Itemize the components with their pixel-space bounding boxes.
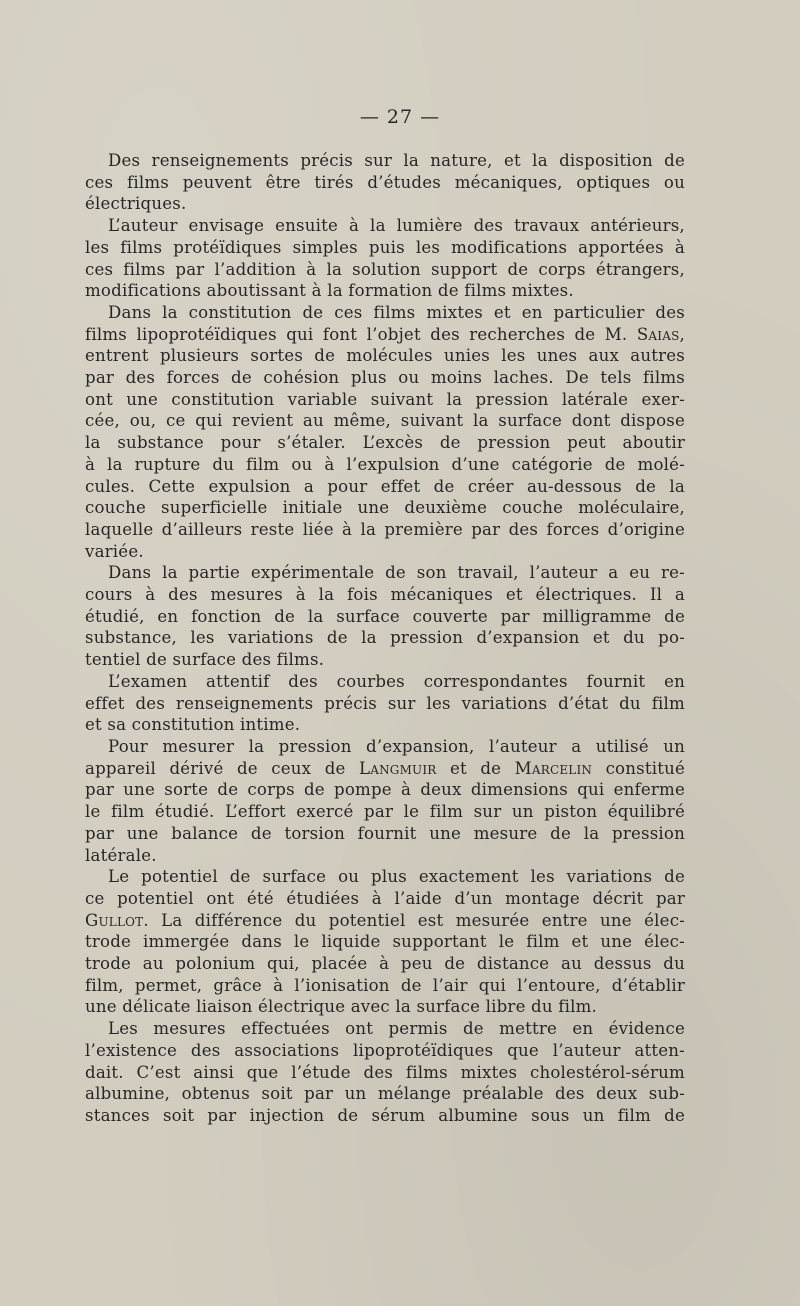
text-line: ces films peuvent être tirés d’études mécaniques, optiques ou [85,172,685,192]
text-line: film, permet, grâce à l’ionisation de l’air qui l’entoure, d’établir [85,975,685,995]
text-line: tentiel de surface des films. [85,650,325,670]
text-line: ont une constitution variable suivant la pression latérale exer- [85,389,685,409]
body-text [85,150,685,1127]
paragraph [85,736,685,866]
paragraph [85,1018,685,1127]
text-line: les films protéïdiques simples puis les modifications apportées à [85,237,685,257]
text-line: électriques. [85,194,187,214]
text-line: substance, les variations de la pression d’expansion et du po- [85,628,685,648]
text-line: ces films par l’addition à la solution support de corps étrangers, [85,259,685,279]
text-line: entrent plusieurs sortes de molécules unies les unes aux autres [85,346,685,366]
text-line: stances soit par injection de sérum albumine sous un film de [85,1105,685,1125]
text-line: effet des renseignements précis sur les variations d’état du film [85,693,685,713]
text-line: Le potentiel de surface ou plus exactement les variations de [108,867,685,887]
paragraph [85,671,685,736]
text-line: une délicate liaison électrique avec la surface libre du film. [85,997,598,1017]
text-line: Gullot. La différence du potentiel est mesurée entre une élec- [85,910,685,930]
text-line: ce potentiel ont été étudiées à l’aide d’un montage décrit par [85,888,685,908]
text-line: Des renseignements précis sur la nature, et la disposition de [108,151,685,170]
author-name: Saias [636,324,680,344]
text-line: L’examen attentif des courbes correspondantes fournit en [108,671,685,691]
text-line: films lipoprotéïdiques qui font l’objet des recherches de M. Saias, [85,324,685,344]
text-line: appareil dérivé de ceux de Langmuir et de Marcelin constitué [85,758,686,778]
text-line: le film étudié. L’effort exercé par le film sur un piston équilibré [85,802,685,822]
paragraph [85,215,685,302]
page-number: — 27 — [359,106,441,128]
paragraph [85,562,685,671]
text-line: l’existence des associations lipoprotéïdiques que l’auteur atten- [85,1040,685,1060]
text-line: cée, ou, ce qui revient au même, suivant la surface dont dispose [85,411,685,431]
text-line: à la rupture du film ou à l’expulsion d’une catégorie de molé- [85,454,685,474]
author-name: Langmuir [359,758,437,778]
author-name: Gullot [85,910,144,930]
text-line: latérale. [85,845,157,865]
text-line: Les mesures effectuées ont permis de mettre en évidence [108,1019,685,1039]
text-line: par une balance de torsion fournit une mesure de la pression [85,823,685,843]
paragraph [85,302,685,562]
text-line: et sa constitution intime. [85,715,301,735]
text-line: par une sorte de corps de pompe à deux dimensions qui enferme [85,780,685,800]
text-line: la substance pour s’étaler. L’excès de pression peut aboutir [85,433,685,453]
text-line: trode immergée dans le liquide supportant le film et une élec- [85,932,685,952]
text-line: étudié, en fonction de la surface couverte par milligramme de [85,606,685,626]
paragraph [85,150,685,215]
author-name: Marcelin [514,758,593,778]
text-line: Dans la constitution de ces films mixtes et en particulier des [108,302,685,322]
text-line: modifications aboutissant à la formation de films mixtes. [85,281,574,301]
text-line: cules. Cette expulsion a pour effet de créer au-dessous de la [85,476,685,496]
text-line: trode au polonium qui, placée à peu de distance au dessus du [85,954,685,974]
text-line: variée. [85,541,144,561]
text-line: par des forces de cohésion plus ou moins laches. De tels films [85,368,685,388]
text-line: L’auteur envisage ensuite à la lumière des travaux antérieurs, [108,216,685,236]
text-line: Dans la partie expérimentale de son travail, l’auteur a eu re- [108,563,685,583]
text-line: Pour mesurer la pression d’expansion, l’auteur a utilisé un [108,736,685,756]
text-line: albumine, obtenus soit par un mélange préalable des deux sub- [85,1084,685,1104]
text-line: dait. C’est ainsi que l’étude des films mixtes cholestérol-sérum [85,1062,685,1082]
text-line: cours à des mesures à la fois mécaniques et électriques. Il a [85,585,685,605]
text-line: couche superficielle initiale une deuxième couche moléculaire, [85,498,685,518]
text-line: laquelle d’ailleurs reste liée à la première par des forces d’origine [85,519,685,539]
paragraph [85,866,685,1018]
